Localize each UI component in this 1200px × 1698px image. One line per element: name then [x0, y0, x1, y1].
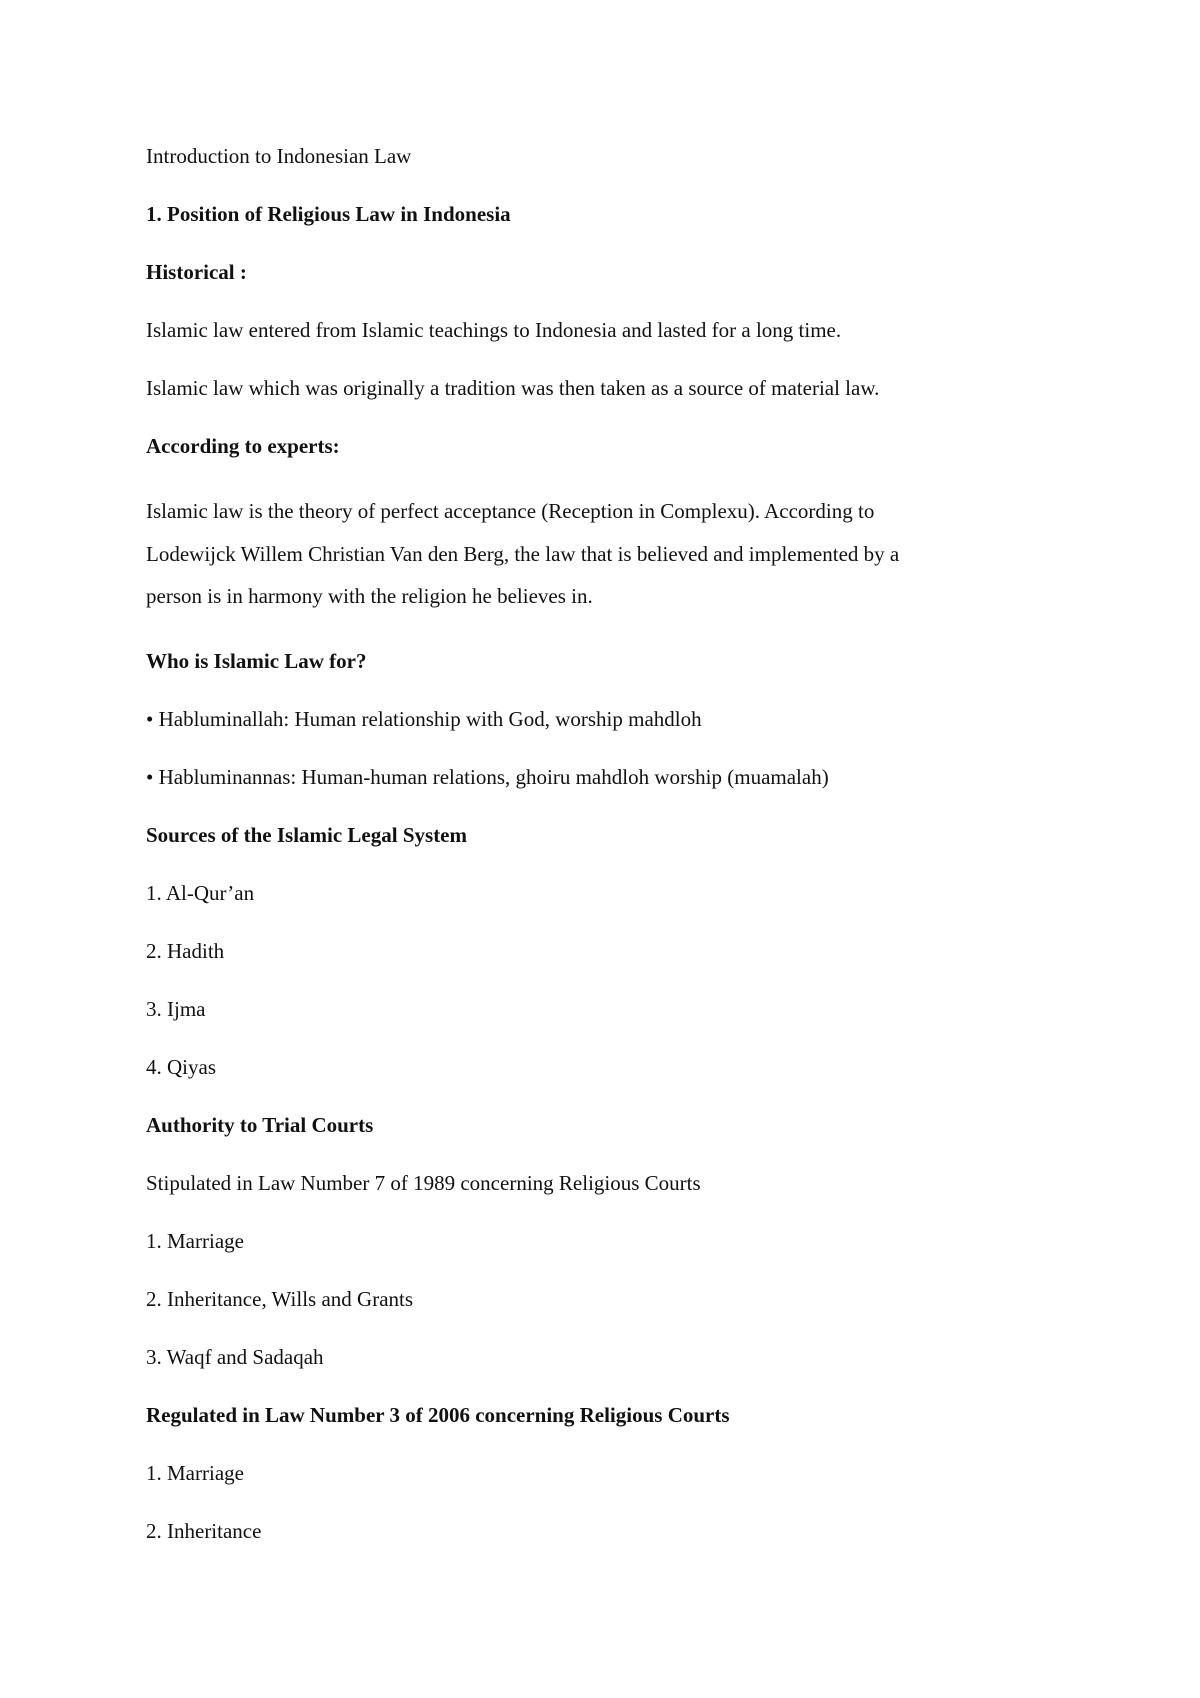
list-item: 2. Inheritance, Wills and Grants: [146, 1286, 414, 1311]
historical-line: Islamic law which was originally a tradition was then taken as a source of material law.: [146, 376, 880, 400]
bullet-item: • Habluminallah: Human relationship with God, worship mahdloh: [146, 706, 702, 731]
bullet-item: • Habluminannas: Human-human relations, ghoiru mahdloh worship (muamalah): [146, 764, 829, 789]
document-body: [146, 142, 1046, 1575]
list-item: 3. Ijma: [146, 996, 206, 1021]
historical-line: Islamic law entered from Islamic teachings to Indonesia and lasted for a long time.: [146, 318, 842, 342]
authority-intro: Stipulated in Law Number 7 of 1989 concerning Religious Courts: [146, 1170, 701, 1195]
experts-paragraph-line: Islamic law is the theory of perfect acceptance (Reception in Complexu). According to: [146, 499, 875, 523]
document-title: Introduction to Indonesian Law: [146, 144, 412, 168]
experts-paragraph-line: person is in harmony with the religion he believes in.: [146, 584, 593, 608]
section-heading: 1. Position of Religious Law in Indonesia: [146, 202, 511, 226]
who-for-heading: Who is Islamic Law for?: [146, 648, 367, 673]
list-item: 4. Qiyas: [146, 1054, 216, 1079]
list-item: 2. Hadith: [146, 938, 225, 963]
experts-paragraph: [146, 490, 1046, 618]
list-item: 3. Waqf and Sadaqah: [146, 1344, 324, 1369]
list-item: 1. Marriage: [146, 1460, 244, 1485]
experts-paragraph-line: Lodewijck Willem Christian Van den Berg, the law that is believed and implemented by a: [146, 541, 900, 566]
authority-heading: Authority to Trial Courts: [146, 1112, 374, 1137]
list-item: 1. Al-Qur’an: [146, 880, 255, 905]
experts-heading: According to experts:: [146, 434, 340, 458]
sources-heading: Sources of the Islamic Legal System: [146, 822, 467, 847]
list-item: 2. Inheritance: [146, 1518, 262, 1543]
historical-heading: Historical :: [146, 260, 247, 284]
list-item: 1. Marriage: [146, 1228, 244, 1253]
regulated-heading: Regulated in Law Number 3 of 2006 concerning Religious Courts: [146, 1402, 730, 1427]
